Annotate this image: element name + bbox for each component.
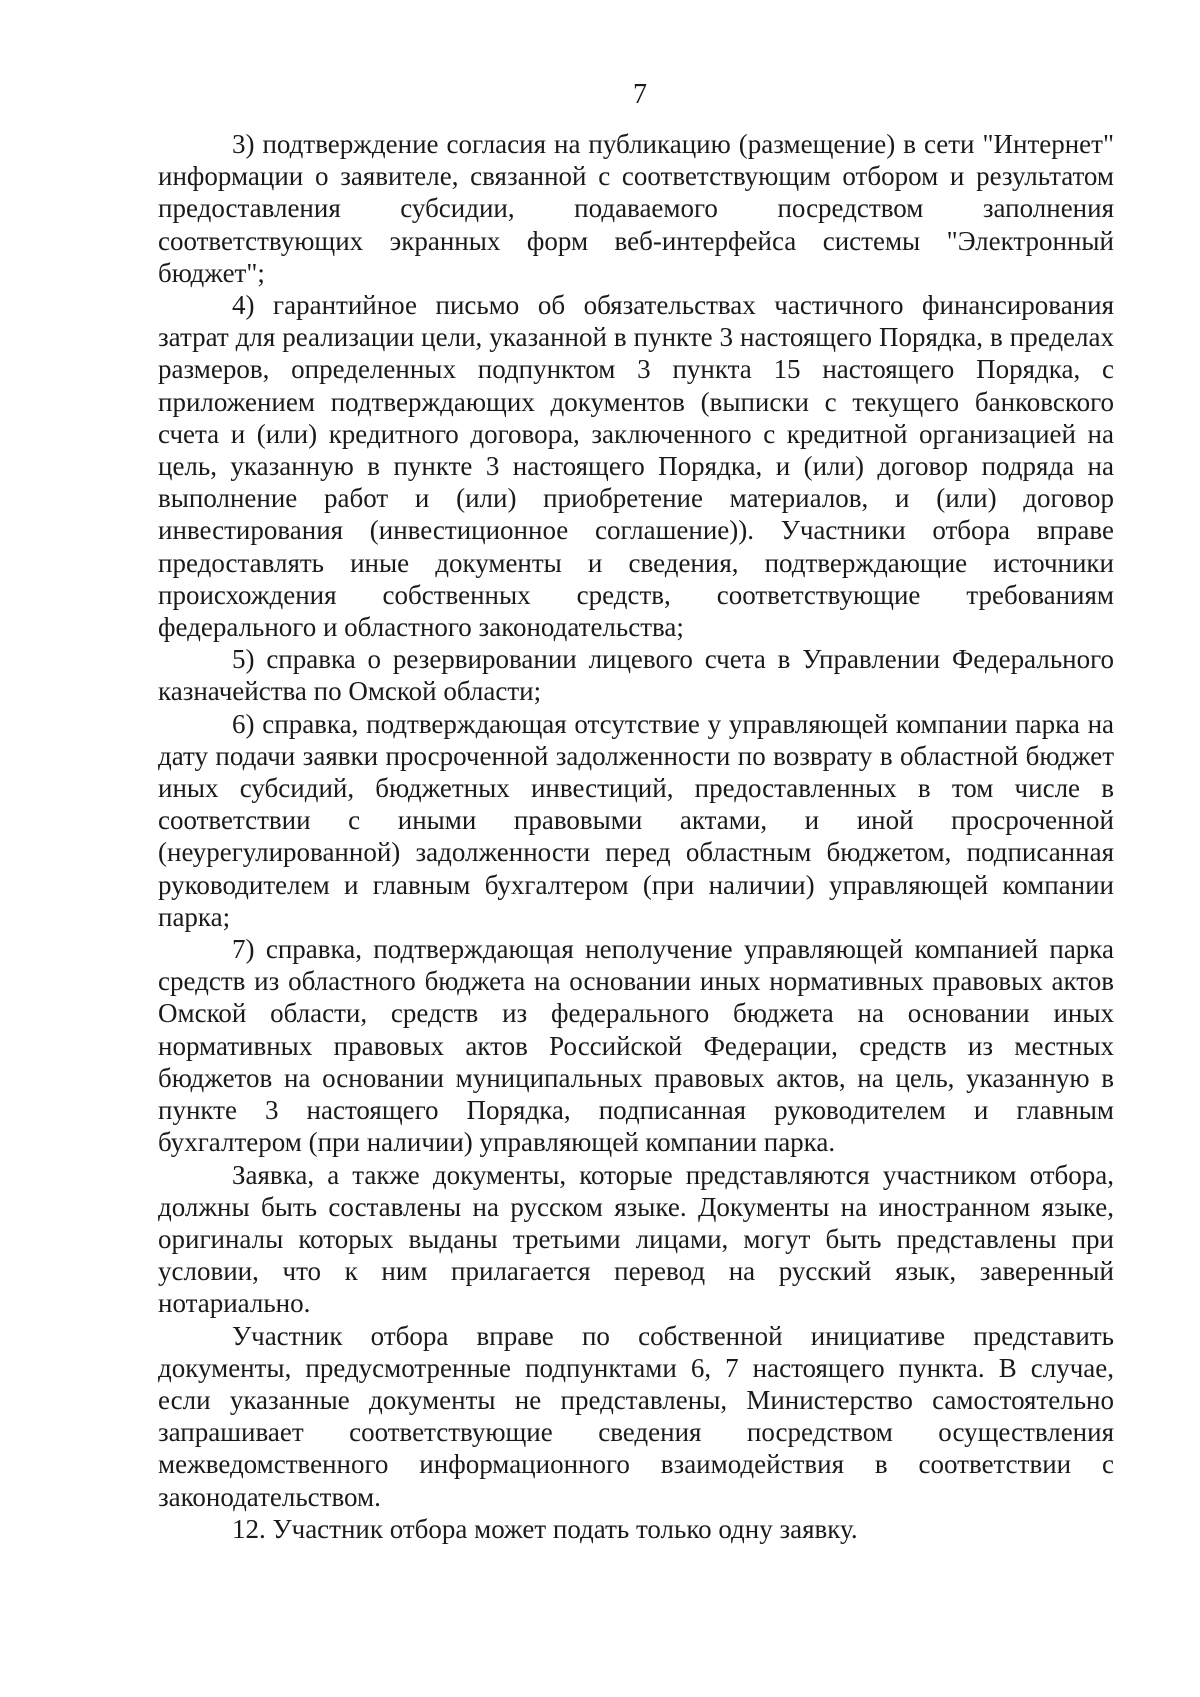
paragraph-clause-12: 12. Участник отбора может подать только одну заявку. bbox=[232, 1513, 858, 1544]
paragraph-item-6: 6) справка, подтверждающая отсутствие у управляющей компании парка на дату подачи заявки просроченной задолженности по возврату в областной бюджет иных субсидий, бюджетных инвестиций, предоставленных в том числе в соответствии с иными правовыми актами, и иной просроченной (неурегулированной) задолженности перед областным бюджетом, подписанная руководителем и главным бухгалтером (при наличии) управляющей компании парка; bbox=[158, 708, 1114, 932]
page-number: 7 bbox=[633, 79, 647, 110]
paragraph-item-4: 4) гарантийное письмо об обязательствах частичного финансирования затрат для реализации цели, указанной в пункте 3 настоящего Порядка, в пределах размеров, определенных подпунктом 3 пункта 15 настоящего Порядка, с приложением подтверждающих документов (выписки с текущего банковского счета и (или) кредитного договора, заключенного с кредитной организацией на цель, указанную в пункте 3 настоящего Порядка, и (или) договор подряда на выполнение работ и (или) приобретение материалов, и (или) договор инвестирования (инвестиционное соглашение)). Участники отбора вправе предоставлять иные документы и сведения, подтверждающие источники происхождения собственных средств, соответствующие требованиям федерального и областного законодательства; bbox=[158, 290, 1114, 643]
document-body bbox=[158, 128, 1114, 1545]
paragraph-own-initiative: Участник отбора вправе по собственной инициативе представить документы, предусмотренные подпунктами 6, 7 настоящего пункта. В случае, если указанные документы не представлены, Министерство самостоятельно запрашивает соответствующие сведения посредством осуществления межведомственного информационного взаимодействия в соответствии с законодательством. bbox=[158, 1320, 1114, 1512]
paragraph-language-requirement: Заявка, а также документы, которые представляются участником отбора, должны быть составлены на русском языке. Документы на иностранном языке, оригиналы которых выданы третьими лицами, могут быть представлены при условии, что к ним прилагается перевод на русский язык, заверенный нотариально. bbox=[158, 1159, 1114, 1319]
paragraph-item-7: 7) справка, подтверждающая неполучение управляющей компанией парка средств из областного бюджета на основании иных нормативных правовых актов Омской области, средств из федерального бюджета на основании иных нормативных правовых актов Российской Федерации, средств из местных бюджетов на основании муниципальных правовых актов, на цель, указанную в пункте 3 настоящего Порядка, подписанная руководителем и главным бухгалтером (при наличии) управляющей компании парка. bbox=[158, 934, 1114, 1158]
paragraph-item-5: 5) справка о резервировании лицевого счета в Управлении Федерального казначейства по Омской области; bbox=[158, 644, 1114, 707]
paragraph-item-3: 3) подтверждение согласия на публикацию (размещение) в сети "Интернет" информации о заявителе, связанной с соответствующим отбором и результатом предоставления субсидии, подаваемого посредством заполнения соответствующих экранных форм веб-интерфейса системы "Электронный бюджет"; bbox=[158, 129, 1114, 288]
